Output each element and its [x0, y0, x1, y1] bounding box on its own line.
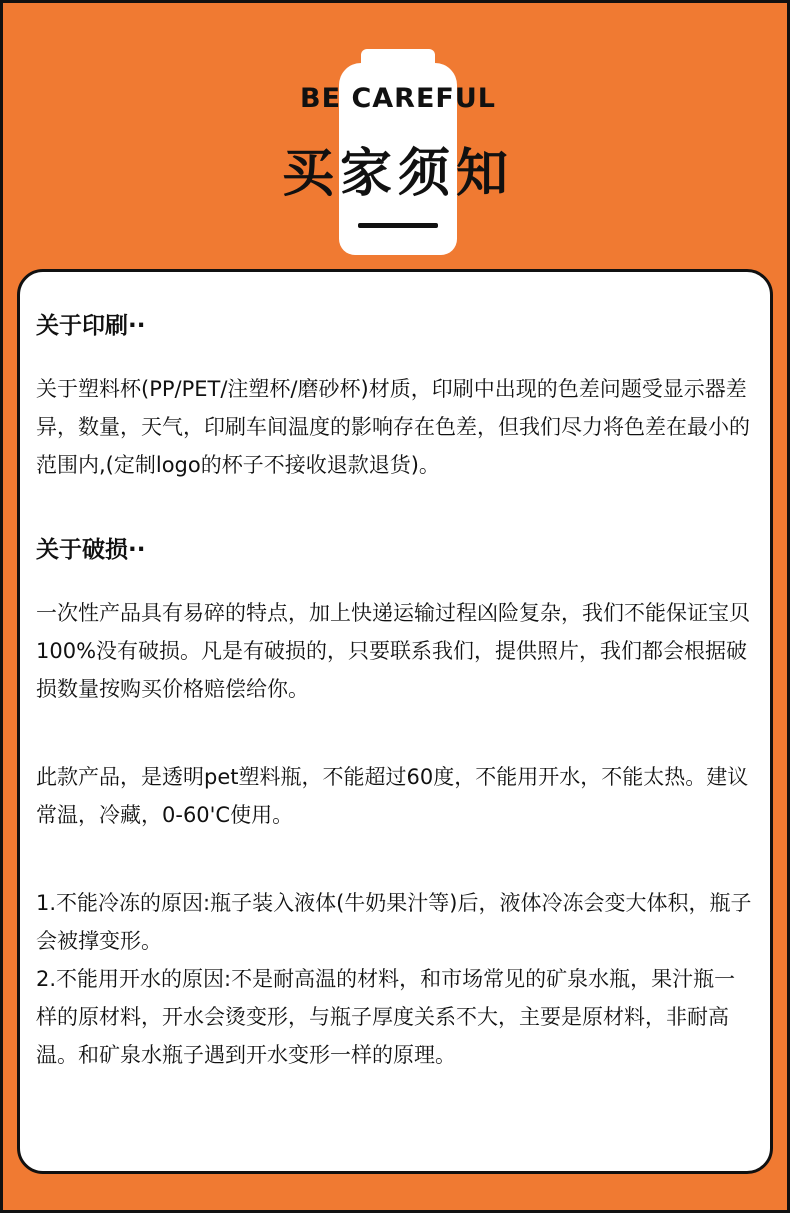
reason-boiling-water: 2.不能用开水的原因:不是耐高温的材料，和市场常见的矿泉水瓶，果汁瓶一样的原材料，开水会烫变形，与瓶子厚度关系不大，主要是原材料，非耐高温。和矿泉水瓶子遇到开水变形一样的原理。 [36, 967, 736, 1067]
product-note: 此款产品，是透明pet塑料瓶，不能超过60度，不能用开水，不能太热。建议常温，冷藏，0-60'C使用。 [36, 765, 749, 827]
section-heading-damage: 关于破损·· [36, 537, 146, 563]
bottle-underline [358, 223, 438, 228]
reason-freezing: 1.不能冷冻的原因:瓶子装入液体(牛奶果汁等)后，液体冷冻会变大体积，瓶子会被撑变形。 [36, 891, 752, 953]
be-careful-label: BE CAREFUL [300, 83, 496, 114]
notice-card [17, 269, 773, 1174]
section-body-damage: 一次性产品具有易碎的特点，加上快递运输过程凶险复杂，我们不能保证宝贝100%没有破损。凡是有破损的，只要联系我们，提供照片，我们都会根据破损数量按购买价格赔偿给你。 [36, 601, 750, 701]
section-heading-printing: 关于印刷·· [36, 313, 146, 339]
page-title: 买家须知 [281, 144, 514, 204]
section-body-printing: 关于塑料杯(PP/PET/注塑杯/磨砂杯)材质，印刷中出现的色差问题受显示器差异，数量，天气，印刷车间温度的影响存在色差，但我们尽力将色差在最小的范围内,(定制logo的杯子不接收退款退货)。 [36, 377, 750, 477]
